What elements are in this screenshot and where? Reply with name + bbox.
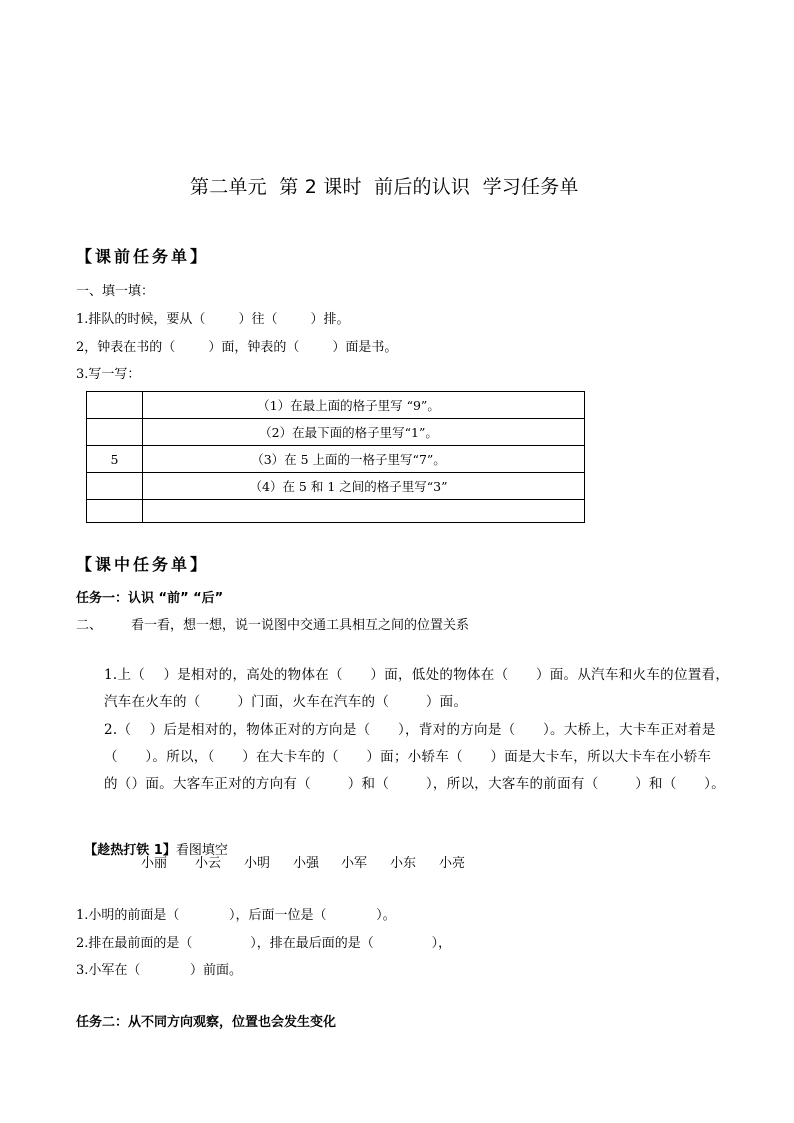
name-3: 小明 — [244, 856, 271, 871]
name-1: 小丽 — [141, 856, 168, 871]
para2-line2: （ ）。所以，（ ）在大卡车的（ ）面；小轿车（ ）面是大卡车，所以大卡车在小轿车 — [104, 749, 712, 765]
exercise-heading — [76, 831, 228, 857]
task1-intro-number: 二、 — [76, 618, 103, 633]
exercise-item-1: 1.小明的前面是（ ），后面一位是（ ）。 — [76, 908, 396, 923]
table-row — [87, 419, 585, 446]
table-row — [87, 392, 585, 419]
exercise-tag: 【趁热打铁 1】 — [84, 843, 176, 858]
write-grid-table — [86, 391, 585, 523]
name-7: 小亮 — [439, 856, 466, 871]
para1-line2: 汽车在火车的（ ）门面，火车在汽车的（ ）面。 — [104, 694, 468, 710]
grid-cell-instruction: （4）在 5 和 1 之间的格子里写“3” — [143, 473, 585, 500]
page-title: 第二单元 第 2 课时 前后的认识 学习任务单 — [190, 176, 579, 198]
grid-cell-left — [87, 419, 143, 446]
grid-cell-instruction: （3）在 5 上面的一格子里写“7”。 — [143, 446, 585, 473]
task1-intro: 看一看，想一想，说一说图中交通工具相互之间的位置关系 — [131, 618, 470, 633]
table-row — [87, 446, 585, 473]
grid-cell-instruction — [143, 500, 585, 523]
q1-item-1: 1.排队的时候，要从（ ）往（ ）排。 — [76, 312, 350, 327]
para2-line3: 的（）面。大客车正对的方向有（ ）和（ ），所以，大客车的前面有（ ）和（ ）。 — [104, 776, 726, 792]
para1-line1: 1.上（ ）是相对的，高处的物体在（ ）面，低处的物体在（ ）面。从汽车和火车的位置看， — [104, 667, 730, 683]
exercise-item-2: 2.排在最前面的是（ ），排在最后面的是（ ）， — [76, 936, 452, 951]
task1-title: 任务一：认识 “前” “后” — [76, 591, 224, 606]
name-6: 小东 — [390, 856, 417, 871]
grid-cell-left: 5 — [87, 446, 143, 473]
task2-title: 任务二：从不同方向观察，位置也会发生变化 — [76, 1015, 337, 1030]
q1-heading: 一、填一填： — [76, 284, 155, 299]
q1-item-2: 2，钟表在书的（ ）面，钟表的（ ）面是书。 — [76, 340, 398, 355]
table-row — [87, 500, 585, 523]
in-class-header: 【课中任务单】 — [76, 555, 210, 574]
exercise-instruction: 看图填空 — [175, 843, 228, 858]
grid-cell-left — [87, 500, 143, 523]
exercise-item-3: 3.小军在（ ）前面。 — [76, 963, 242, 978]
grid-cell-left — [87, 392, 143, 419]
table-row — [87, 473, 585, 500]
name-5: 小军 — [341, 856, 368, 871]
para2-line1: 2.（ ）后是相对的，物体正对的方向是（ ），背对的方向是（ ）。大桥上，大卡车正对着是 — [104, 722, 716, 738]
grid-cell-instruction: （1）在最上面的格子里写 “9”。 — [143, 392, 585, 419]
name-2: 小云 — [195, 856, 222, 871]
grid-cell-left — [87, 473, 143, 500]
pre-class-header: 【课前任务单】 — [76, 247, 210, 266]
q1-item-3: 3.写一写： — [76, 367, 141, 382]
grid-cell-instruction: （2）在最下面的格子里写“1”。 — [143, 419, 585, 446]
name-4: 小强 — [293, 856, 320, 871]
